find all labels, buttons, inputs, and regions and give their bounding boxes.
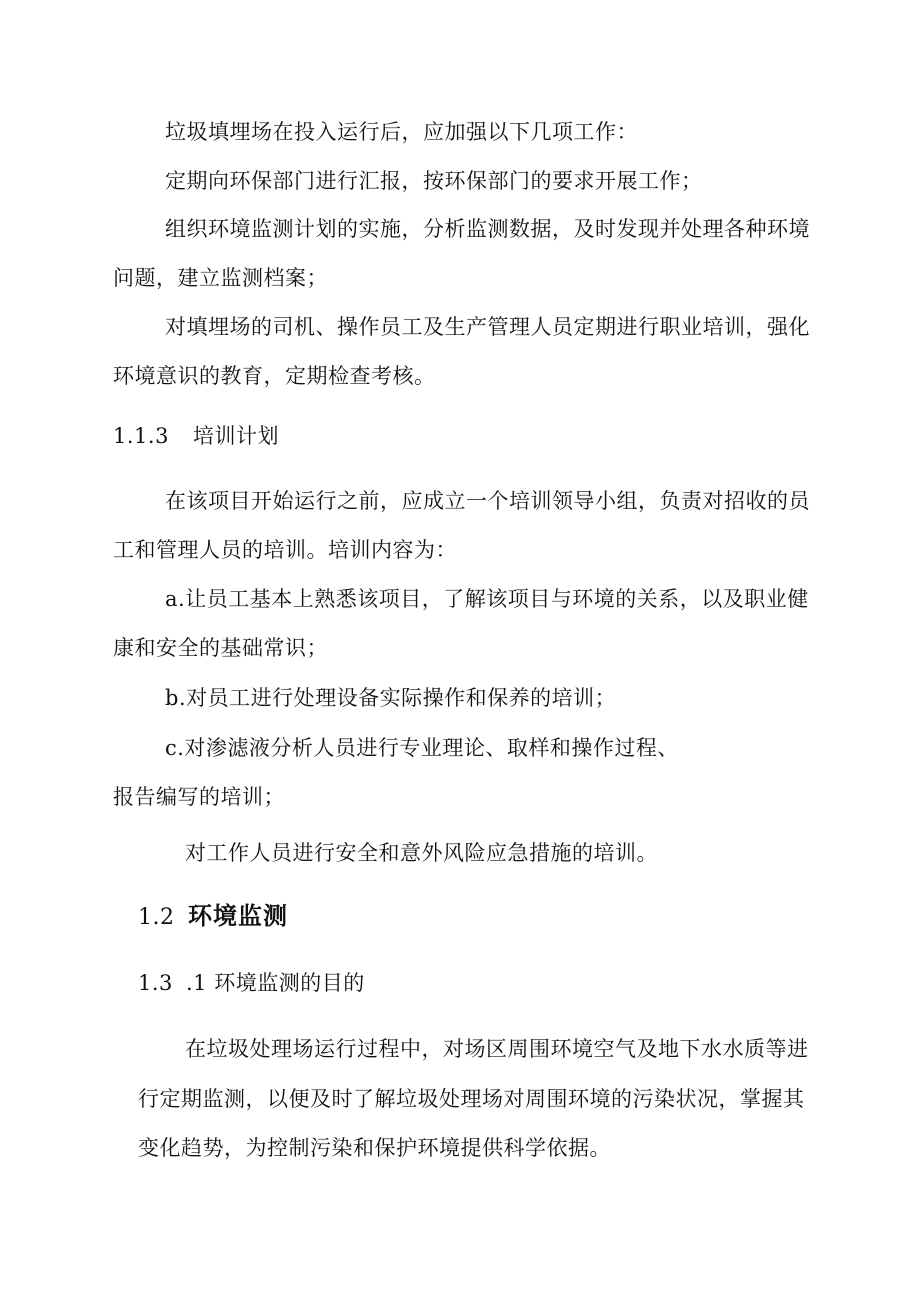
intro-item-2-line-1: 组织环境监测计划的实施，分析监测数据，及时发现并处理各种环境 — [165, 217, 810, 241]
training-item-a-line-1: a.让员工基本上熟悉该项目，了解该项目与环境的关系，以及职业健 — [165, 587, 809, 611]
training-para-line-2: 工和管理人员的培训。培训内容为： — [113, 538, 457, 562]
purpose-para-line-1: 在垃圾处理场运行过程中，对场区周围环境空气及地下水水质等进 — [185, 1037, 809, 1061]
intro-item-2-line-2: 问题，建立监测档案； — [113, 266, 328, 290]
training-para-line-1: 在该项目开始运行之前，应成立一个培训领导小组，负责对招收的员 — [165, 489, 810, 513]
section-title: 培训计划 — [193, 424, 279, 448]
section-title: 环境监测 — [188, 902, 288, 930]
section-heading-monitoring — [138, 901, 288, 933]
training-item-c-line-1: c.对渗滤液分析人员进行专业理论、取样和操作过程、 — [165, 736, 679, 760]
section-title: .1 环境监测的目的 — [186, 971, 365, 995]
section-number: 1.1.3 — [113, 424, 169, 448]
training-item-b: b.对员工进行处理设备实际操作和保养的培训； — [165, 686, 617, 710]
training-item-a-line-2: 康和安全的基础常识； — [113, 636, 328, 660]
training-item-c-line-2: 报告编写的培训； — [113, 785, 285, 809]
intro-item-3-line-2: 环境意识的教育，定期检查考核。 — [113, 364, 436, 388]
intro-item-3-line-1: 对填埋场的司机、操作员工及生产管理人员定期进行职业培训，强化 — [165, 315, 810, 339]
section-number: 1.2 — [138, 905, 175, 930]
section-heading-training — [113, 421, 279, 451]
intro-lead: 垃圾填埋场在投入运行后，应加强以下几项工作： — [165, 120, 638, 144]
training-item-d: 对工作人员进行安全和意外风险应急措施的培训。 — [185, 841, 658, 865]
purpose-para-line-3: 变化趋势，为控制污染和保护环境提供科学依据。 — [138, 1136, 611, 1160]
section-heading-purpose — [138, 968, 365, 998]
intro-item-1: 定期向环保部门进行汇报，按环保部门的要求开展工作； — [165, 169, 703, 193]
purpose-para-line-2: 行定期监测，以便及时了解垃圾处理场对周围环境的污染状况，掌握其 — [138, 1087, 805, 1111]
section-number: 1.3 — [138, 971, 173, 995]
